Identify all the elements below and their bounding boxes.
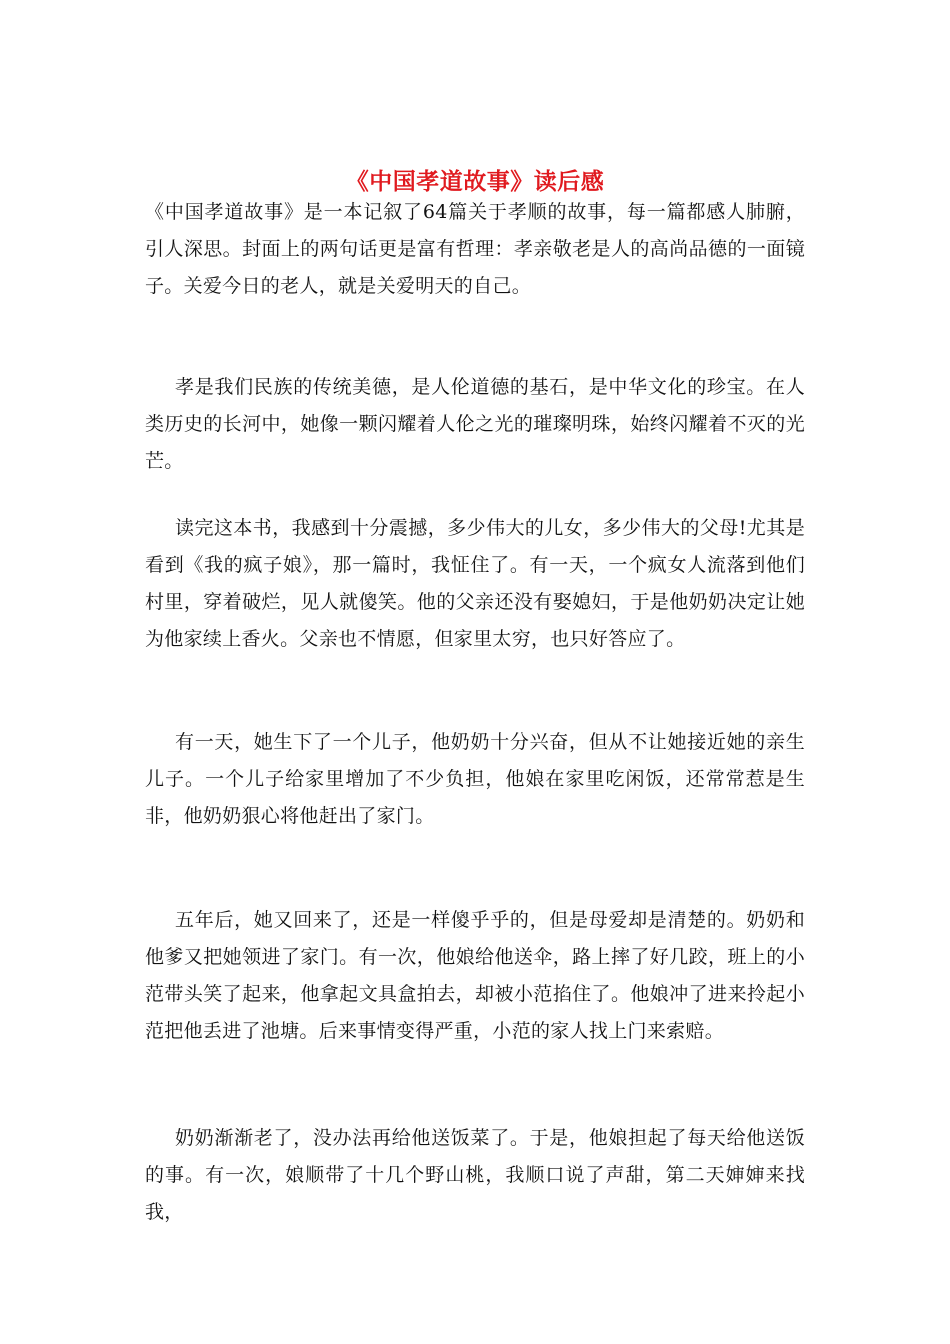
paragraph-4: 有一天，她生下了一个儿子，他奶奶十分兴奋，但从不让她接近她的亲生儿子。一个儿子给家里增加了不少负担，他娘在家里吃闲饭，还常常惹是生非，他奶奶狠心将他赶出了家门。 (145, 731, 805, 827)
paragraph-5: 五年后，她又回来了，还是一样傻乎乎的，但是母爱却是清楚的。奶奶和他爹又把她领进了家门。有一次，他娘给他送伞，路上摔了好几跤，班上的小范带头笑了起来，他拿起文具盒拍去，却被小范掐住了。他娘冲了进来拎起小范把他丢进了池塘。后来事情变得严重，小范的家人找上门来索赔。 (145, 909, 805, 1042)
paragraph-6: 奶奶渐渐老了，没办法再给他送饭菜了。于是，他娘担起了每天给他送饭的事。有一次，娘顺带了十几个野山桃，我顺口说了声甜，第二天婶婶来找我， (145, 1127, 805, 1223)
paragraph-3: 读完这本书，我感到十分震撼，多少伟大的儿女，多少伟大的父母!尤其是看到《我的疯子娘》，那一篇时，我怔住了。有一天，一个疯女人流落到他们村里，穿着破烂，见人就傻笑。他的父亲还没有娶媳妇，于是他奶奶决定让她为他家续上香火。父亲也不情愿，但家里太穷，也只好答应了。 (145, 517, 805, 650)
paragraph-2: 孝是我们民族的传统美德，是人伦道德的基石，是中华文化的珍宝。在人类历史的长河中，她像一颗闪耀着人伦之光的璀璨明珠，始终闪耀着不灭的光芒。 (145, 376, 805, 472)
paragraph-1: 《中国孝道故事》是一本记叙了64篇关于孝顺的故事，每一篇都感人肺腑，引人深思。封面上的两句话更是富有哲理：孝亲敬老是人的高尚品德的一面镜子。关爱今日的老人，就是关爱明天的自己。 (145, 201, 805, 297)
document-title: 《中国孝道故事》读后感 (345, 169, 605, 196)
